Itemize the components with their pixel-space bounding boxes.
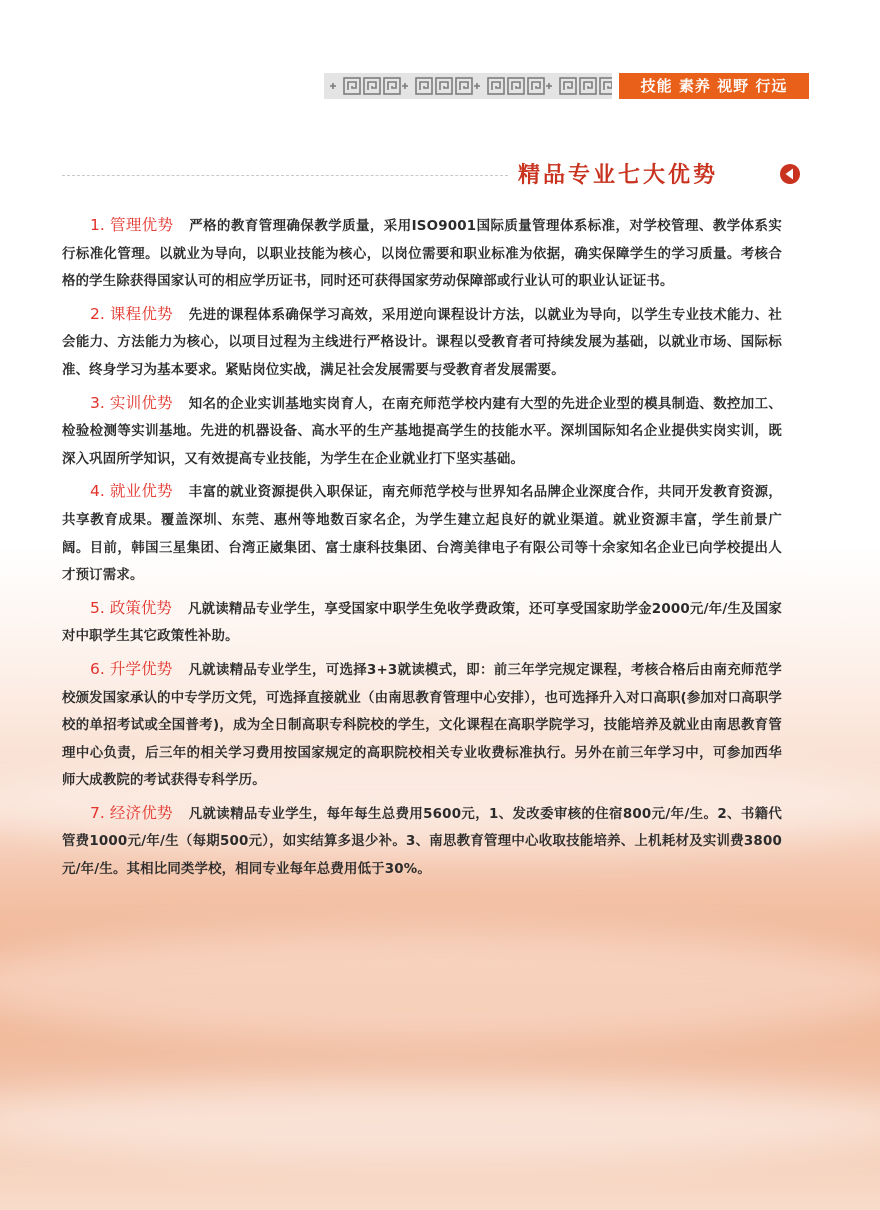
- section-text: 凡就读精品专业学生，可选择3+3就读模式，即：前三年学完规定课程，考核合格后由南充师范学校颁发国家承认的中专学历文凭，可选择直接就业（由南思教育管理中心安排），也可选择升入对口高职(参加对口高职学校的单招考试或全国普考)，成为全日制高职专科院校的学生，文化课程在高职学院学习，技能培养及就业由南思教育管理中心负责，后三年的相关学习费用按国家规定的高职院校相关专业收费标准执行。另外在前三年学习中，可参加西华师大成教院的考试获得专科学历。: [62, 662, 782, 789]
- title-row: [0, 160, 880, 192]
- cloud-decoration: [0, 930, 880, 1040]
- greek-key-ornament: [324, 73, 612, 99]
- dashed-divider: [62, 175, 508, 176]
- page-title: 精品专业七大优势: [518, 162, 719, 188]
- section-heading: 4. 就业优势: [90, 482, 173, 501]
- section-economy: [62, 800, 782, 884]
- section-text: 知名的企业实训基地实岗育人，在南充师范学校内建有大型的先进企业型的模具制造、数控加工、检验检测等实训基地。先进的机器设备、高水平的生产基地提高学生的技能水平。深圳国际知名企业提供实岗实训，既深入巩固所学知识，又有效提高专业技能，为学生在企业就业打下坚实基础。: [62, 396, 782, 467]
- section-text: 先进的课程体系确保学习高效，采用逆向课程设计方法，以就业为导向，以学生专业技术能力、社会能力、方法能力为核心，以项目过程为主线进行严格设计。课程以受教育者可持续发展为基础，以就业市场、国际标准、终身学习为基本要求。紧贴岗位实战，满足社会发展需要与受教育者发展需要。: [62, 307, 782, 378]
- section-heading: 7. 经济优势: [90, 803, 173, 822]
- slogan-banner: 技能 素养 视野 行远: [619, 73, 809, 99]
- section-training: [62, 390, 782, 474]
- section-text: 严格的教育管理确保教学质量，采用ISO9001国际质量管理体系标准，对学校管理、教学体系实行标准化管理。以就业为导向，以职业技能为核心，以岗位需要和职业标准为依据，确实保障学生的学习质量。考核合格的学生除获得国家认可的相应学历证书，同时还可获得国家劳动保障部或行业认可的职业认证证书。: [62, 219, 782, 290]
- section-further-study: [62, 656, 782, 795]
- section-text: 丰富的就业资源提供入职保证，南充师范学校与世界知名品牌企业深度合作，共同开发教育资源，共享教育成果。覆盖深圳、东莞、惠州等地数百家名企，为学生建立起良好的就业渠道。就业资源丰富，学生前景广阔。目前，韩国三星集团、台湾正崴集团、富士康科技集团、台湾美律电子有限公司等十余家知名企业已向学校提出人才预订需求。: [62, 485, 782, 584]
- section-heading: 5. 政策优势: [90, 598, 172, 617]
- left-arrow-circle-icon: [779, 163, 801, 185]
- section-employment: [62, 478, 782, 589]
- section-text: 凡就读精品专业学生，享受国家中职学生免收学费政策，还可享受国家助学金2000元/年/生及国家对中职学生其它政策性补助。: [62, 601, 783, 645]
- section-management: [62, 212, 782, 296]
- section-text: 凡就读精品专业学生，每年每生总费用5600元，1、发改委审核的住宿800元/年/生。2、书籍代管费1000元/年/生（每期500元），如实结算多退少补。3、南思教育管理中心收取技能培养、上机耗材及实训费3800元/年/生。其相比同类学校，相同专业每年总费用低于30%。: [62, 806, 782, 878]
- cloud-decoration: [0, 1080, 880, 1160]
- section-heading: 2. 课程优势: [90, 304, 173, 323]
- section-curriculum: [62, 301, 782, 385]
- section-policy: [62, 595, 782, 651]
- section-heading: 3. 实训优势: [90, 393, 173, 412]
- section-heading: 6. 升学优势: [90, 659, 173, 678]
- advantages-list: [62, 212, 782, 889]
- section-heading: 1. 管理优势: [90, 216, 174, 234]
